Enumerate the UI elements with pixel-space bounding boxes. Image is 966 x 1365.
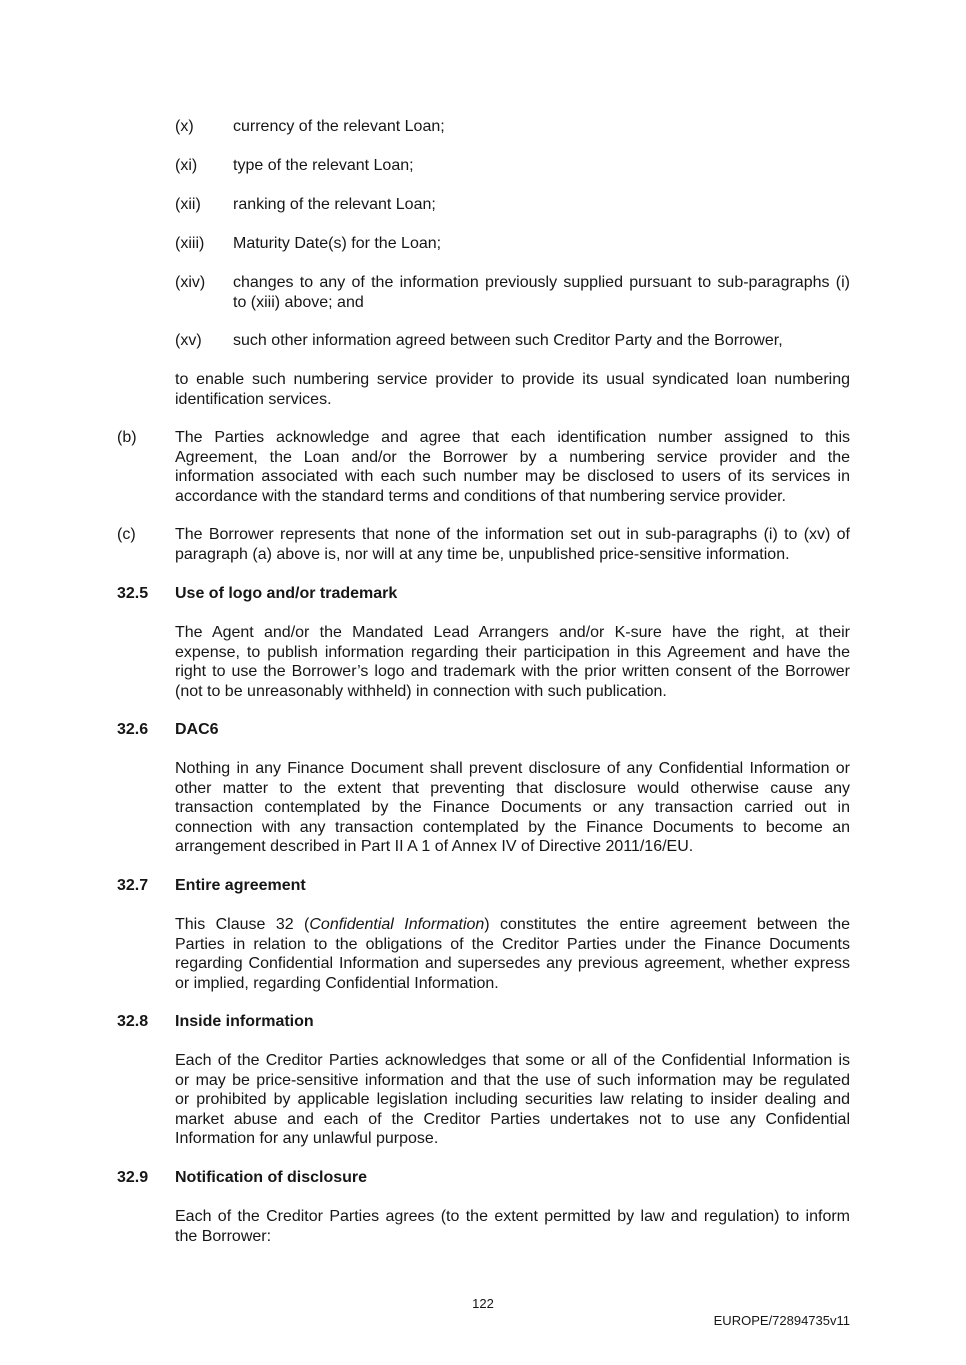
paragraph-text (175, 428, 850, 506)
sub-item-text (233, 156, 850, 176)
clause-title: Entire agreement (175, 877, 306, 894)
clause-heading-32-8 (0, 1012, 966, 1032)
text-line: other matter to the extent that preventing that disclosure would otherwise cause any (175, 779, 850, 797)
clause-title: Inside information (175, 1013, 314, 1030)
text-line: such other information agreed between such Creditor Party and the Borrower, (233, 332, 783, 349)
clause-heading-32-9 (0, 1168, 966, 1188)
clause-body-32-6 (0, 759, 966, 857)
text-line: currency of the relevant Loan; (233, 118, 445, 135)
text-line: The Parties acknowledge and agree that each identification number assigned to this (175, 429, 850, 446)
clause-body-32-9 (0, 1207, 966, 1246)
text-line: The Agent and/or the Mandated Lead Arrangers and/or K-sure have the right, at their (175, 624, 850, 641)
paragraph-text (175, 759, 850, 857)
clause-heading-32-7 (0, 876, 966, 896)
clause-heading-32-6 (0, 720, 966, 740)
clause-title: Use of logo and/or trademark (175, 585, 398, 602)
sub-item-label: (xi) (175, 157, 198, 174)
text-line: ranking of the relevant Loan; (233, 196, 436, 213)
clause-number: 32.6 (117, 721, 149, 738)
text-line: connection with any transaction contemplated by the Finance Documents to become an (175, 818, 850, 836)
text-line: changes to any of the information previously supplied pursuant to sub-paragraphs (i) (233, 274, 850, 291)
paragraph-text (175, 915, 850, 993)
sub-item-label: (xiv) (175, 274, 206, 291)
clause-number: 32.9 (117, 1169, 149, 1186)
text-line: or implied, regarding Confidential Information. (175, 974, 499, 992)
text-line: (not to be unreasonably withheld) in connection with such publication. (175, 682, 667, 700)
paragraph-c (0, 525, 966, 564)
text-line: identification services. (175, 390, 332, 408)
text-line: accordance with the standard terms and conditions of that numbering service provider. (175, 487, 786, 505)
sub-item-text (233, 195, 850, 215)
text-line: Agreement, the Loan and/or the Borrower by a numbering service provider and the (175, 448, 850, 466)
text-line: type of the relevant Loan; (233, 157, 414, 174)
text-line: right to use the Borrower’s logo and trademark with the prior written consent of the Borrower (175, 663, 850, 680)
text-line: paragraph (a) above is, nor will at any time be, unpublished price-sensitive information. (175, 545, 790, 563)
sub-item-text (233, 117, 850, 137)
text-line: to enable such numbering service provider to provide its usual syndicated loan numbering (175, 371, 850, 388)
text-line: Each of the Creditor Parties agrees (to the extent permitted by law and regulation) to inform (175, 1208, 850, 1225)
clause-heading-32-5 (0, 584, 966, 604)
paragraph-text (175, 370, 850, 409)
text-line: the Borrower: (175, 1227, 272, 1245)
text-line: or may be price-sensitive information and that the use of such information may be regulated (175, 1071, 850, 1089)
sub-item-xi (0, 156, 966, 176)
sub-item-xii (0, 195, 966, 215)
sub-item-label: (x) (175, 118, 194, 135)
clause-title: DAC6 (175, 721, 219, 738)
clause-body-32-5 (0, 623, 966, 701)
text-line: Information for any unlawful purpose. (175, 1130, 439, 1147)
text-line: or prohibited by applicable legislation including securities law relating to insider dealing and (175, 1091, 850, 1108)
clause-number: 32.8 (117, 1013, 149, 1030)
paragraph-label: (c) (117, 526, 136, 543)
text-line: Nothing in any Finance Document shall prevent disclosure of any Confidential Information or (175, 760, 850, 777)
continuation-paragraph (0, 370, 966, 409)
text-line: to (xiii) above; and (233, 293, 364, 311)
sub-item-label: (xiii) (175, 235, 205, 252)
sub-item-text (233, 273, 850, 312)
text-line: regarding Confidential Information and supersedes any previous agreement, whether express (175, 955, 850, 972)
paragraph-text (175, 1207, 850, 1246)
text-line: market abuse and each of the Creditor Parties undertakes not to use any Confidential (175, 1110, 850, 1128)
clause-body-32-8 (0, 1051, 966, 1149)
sub-item-x (0, 117, 966, 137)
text-fragment: ) constitutes the entire agreement between the (484, 916, 850, 933)
sub-item-label: (xii) (175, 196, 201, 213)
text-line: expense, to publish information regarding their participation in this Agreement and have the (175, 643, 850, 661)
sub-item-text (233, 234, 850, 254)
paragraph-text (175, 623, 850, 701)
text-line (175, 915, 850, 935)
italic-defined-term: Confidential Information (309, 916, 485, 933)
sub-item-xv (0, 331, 966, 351)
sub-item-label: (xv) (175, 332, 202, 349)
text-line: The Borrower represents that none of the information set out in sub-paragraphs (i) to (xv) of (175, 526, 850, 543)
paragraph-text (175, 1051, 850, 1149)
document-reference: EUROPE/72894735v11 (713, 1313, 850, 1328)
text-line: Parties in relation to the obligations of the Creditor Parties under the Finance Documents (175, 935, 850, 953)
clause-number: 32.7 (117, 877, 149, 894)
sub-item-xiii (0, 234, 966, 254)
text-fragment: This Clause 32 ( (175, 916, 310, 933)
text-line: Maturity Date(s) for the Loan; (233, 235, 442, 252)
clause-number: 32.5 (117, 585, 149, 602)
sub-item-xiv (0, 273, 966, 312)
text-line: arrangement described in Part II A 1 of Annex IV of Directive 2011/16/EU. (175, 838, 694, 855)
paragraph-b (0, 428, 966, 506)
text-line: information associated with each such number may be disclosed to users of its services in (175, 468, 850, 485)
clause-body-32-7 (0, 915, 966, 993)
page-number: 122 (472, 1296, 494, 1311)
text-line: Each of the Creditor Parties acknowledges that some or all of the Confidential Information is (175, 1052, 850, 1069)
clause-title: Notification of disclosure (175, 1169, 368, 1186)
paragraph-text (175, 525, 850, 564)
sub-item-text (233, 331, 850, 351)
text-line: transaction contemplated by the Finance Documents or any transaction carried out in (175, 799, 850, 816)
paragraph-label: (b) (117, 429, 137, 446)
